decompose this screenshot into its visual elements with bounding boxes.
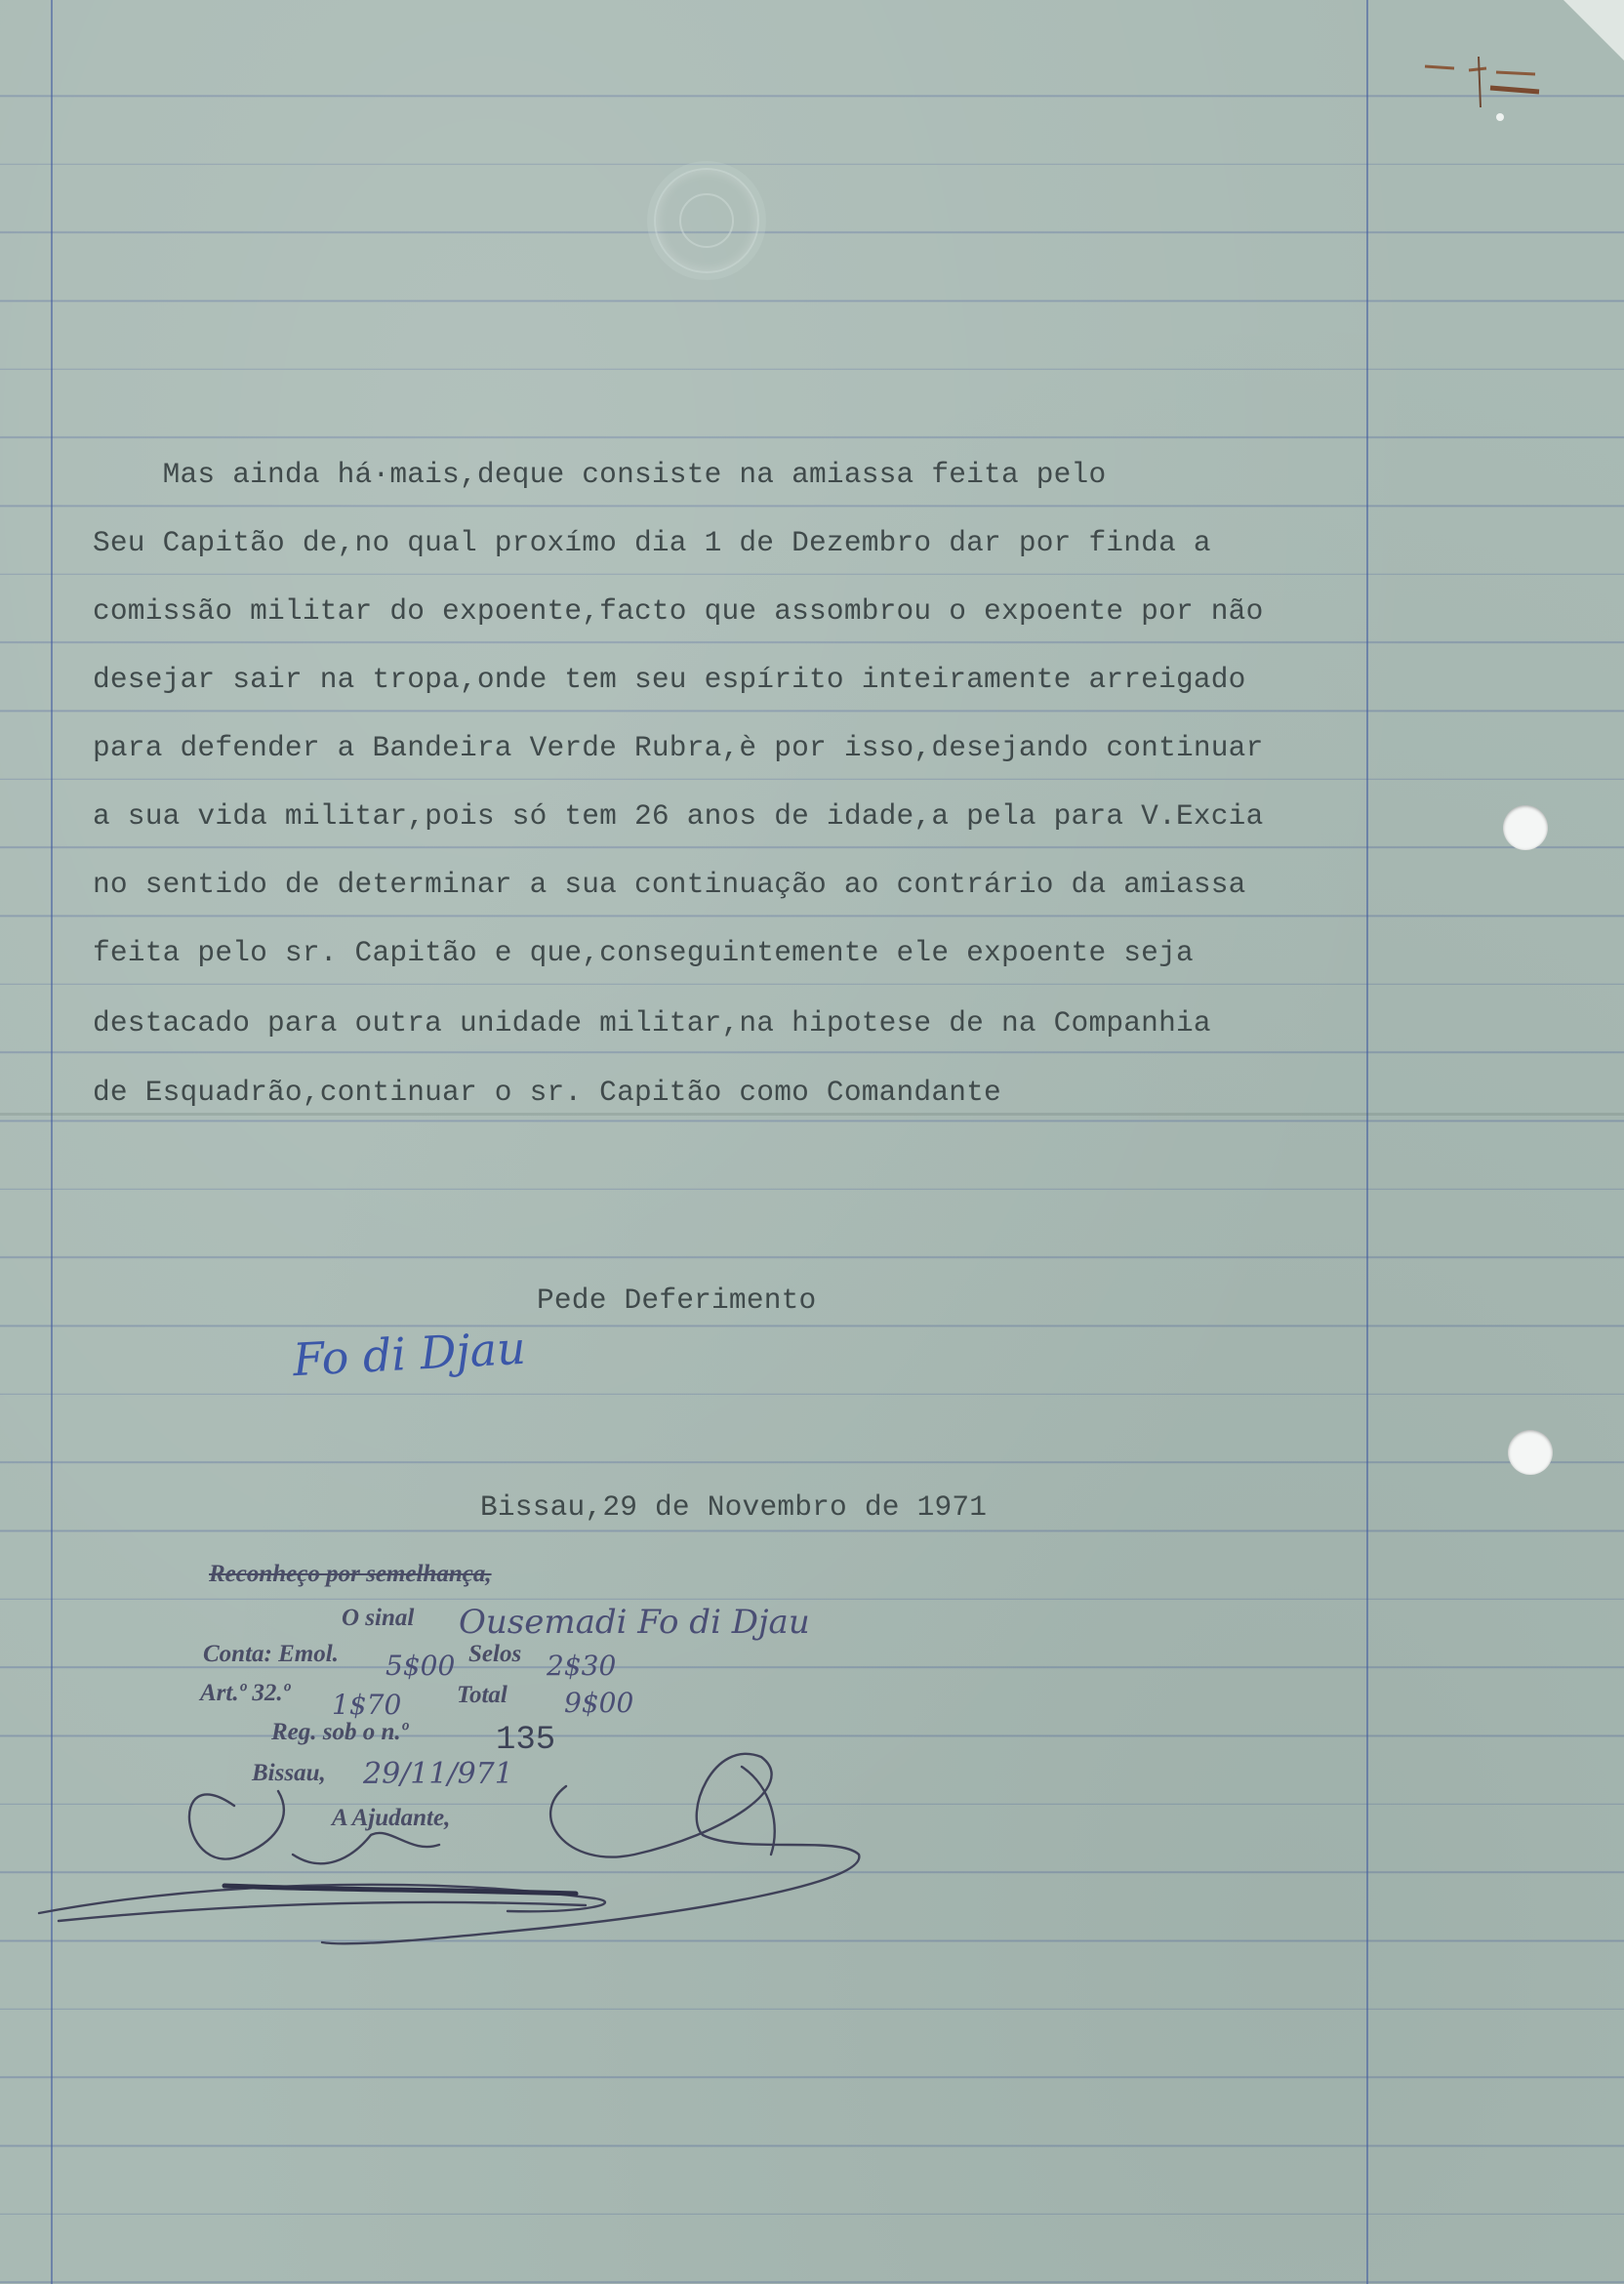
body-line: comissão militar do expoente,facto que assombrou o expoente por não: [93, 594, 1264, 628]
place-date-line: Bissau,29 de Novembro de 1971: [480, 1490, 988, 1524]
stamp-label-reg: Reg. sob o n.º: [271, 1719, 409, 1745]
stamp-label-conta: Conta: Emol.: [203, 1641, 339, 1667]
handwritten-signature: Fo di Djau: [291, 1321, 527, 1387]
stamp-date-value: 29/11/971: [363, 1757, 513, 1791]
art-value: 1$70: [332, 1689, 402, 1721]
body-line: destacado para outra unidade militar,na hipotese de na Companhia: [93, 1006, 1211, 1040]
stamp-line-sinal: O sinal: [342, 1605, 415, 1631]
stamp-label-bissau: Bissau,: [252, 1760, 326, 1786]
stamp-line-recognition: Reconheço por semelhança,: [209, 1561, 492, 1587]
body-line: Mas ainda há·mais,deque consiste na amiassa feita pelo: [93, 458, 1107, 491]
reg-number: 135: [496, 1722, 556, 1759]
stamp-label-art: Art.º 32.º: [200, 1680, 291, 1706]
body-line: para defender a Bandeira Verde Rubra,è por isso,desejando continuar: [93, 731, 1264, 764]
body-line: de Esquadrão,continuar o sr. Capitão como Comandante: [93, 1076, 1001, 1109]
notary-handwritten-signature: Ousemadi Fo di Djau: [459, 1603, 810, 1642]
emol-value: 5$00: [386, 1650, 456, 1682]
stamp-label-ajudante: A Ajudante,: [332, 1805, 451, 1831]
total-value: 9$00: [564, 1687, 634, 1719]
stamp-label-total: Total: [457, 1682, 508, 1708]
stamp-label-selos: Selos: [468, 1641, 522, 1667]
body-line: a sua vida militar,pois só tem 26 anos de idade,a pela para V.Excia: [93, 799, 1264, 833]
selos-value: 2$30: [547, 1650, 617, 1682]
closing-line: Pede Deferimento: [537, 1284, 817, 1317]
body-line: Seu Capitão de,no qual proxímo dia 1 de Dezembro dar por finda a: [93, 526, 1211, 559]
body-line: no sentido de determinar a sua continuação ao contrário da amiassa: [93, 868, 1246, 901]
body-line: desejar sair na tropa,onde tem seu espírito inteiramente arreigado: [93, 663, 1246, 696]
body-line: feita pelo sr. Capitão e que,conseguintemente ele expoente seja: [93, 936, 1194, 969]
